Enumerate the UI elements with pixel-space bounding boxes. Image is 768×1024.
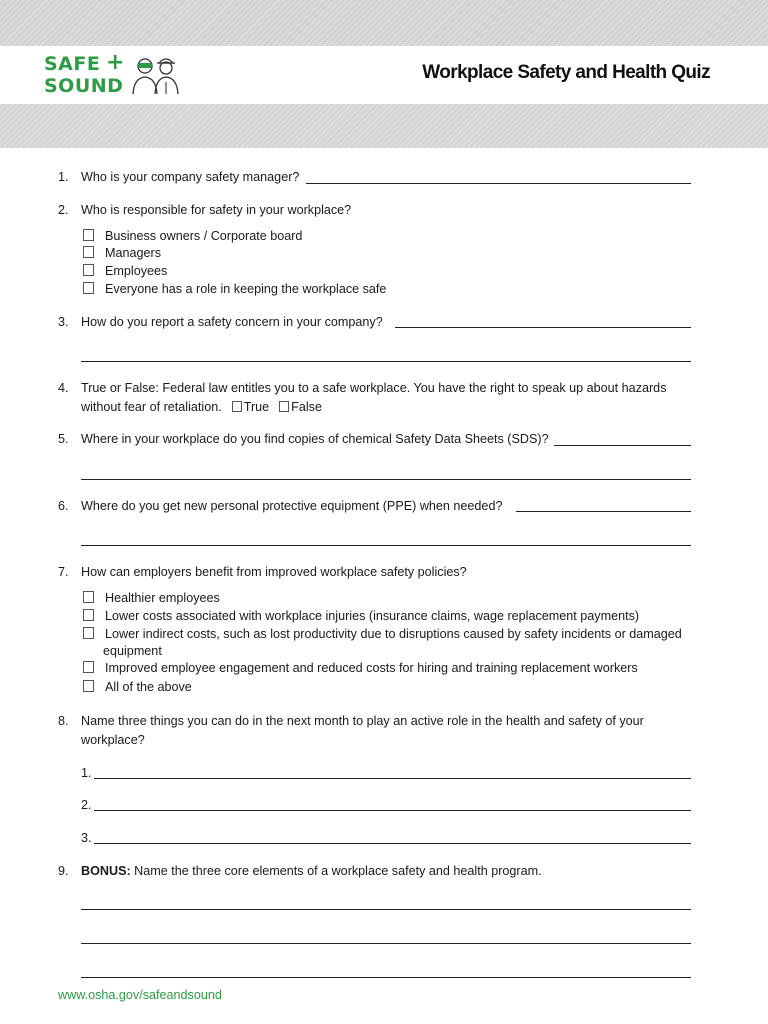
option-checkbox-item[interactable]: Employees <box>83 262 167 280</box>
workers-icon <box>130 54 182 98</box>
answer-line-1[interactable] <box>306 183 691 184</box>
safe-sound-logo <box>44 50 184 98</box>
question-number: 9. <box>58 864 69 878</box>
answer-line-6b[interactable] <box>81 545 691 546</box>
logo-word-safe: SAFE <box>44 53 101 75</box>
false-checkbox-icon[interactable] <box>279 401 289 412</box>
option-checkbox-item[interactable]: Lower costs associated with workplace injuries (insurance claims, wage replacement payments) <box>83 607 639 625</box>
answer-line-8-3[interactable] <box>94 843 691 844</box>
true-option-label: True <box>243 400 270 414</box>
bonus-label: BONUS: <box>81 864 131 878</box>
question-6-text: Where do you get new personal protective equipment (PPE) when needed? <box>81 499 503 513</box>
question-2-text: Who is responsible for safety in your workplace? <box>81 203 352 217</box>
question-4-line2: without fear of retaliation. True False <box>81 400 322 414</box>
question-9-text: BONUS: Name the three core elements of a workplace safety and health program. <box>81 864 542 878</box>
logo-plus: + <box>106 50 125 75</box>
option-checkbox-item[interactable]: Everyone has a role in keeping the workplace safe <box>83 280 386 298</box>
question-5-text: Where in your workplace do you find copies of chemical Safety Data Sheets (SDS)? <box>81 432 549 446</box>
answer-line-8-2[interactable] <box>94 810 691 811</box>
question-number: 3. <box>58 315 69 329</box>
option-checkbox-item[interactable]: All of the above <box>83 678 192 696</box>
checkbox-icon[interactable] <box>83 229 94 241</box>
answer-line-9b[interactable] <box>81 943 691 944</box>
question-1-text: Who is your company safety manager? <box>81 170 300 184</box>
sub-answer-number: 2. <box>81 798 92 812</box>
checkbox-icon[interactable] <box>83 680 94 692</box>
option-checkbox-item[interactable]: Business owners / Corporate board <box>83 227 302 245</box>
question-number: 1. <box>58 170 69 184</box>
question-4-text-line1: True or False: Federal law entitles you to a safe workplace. You have the right to speak up about hazards <box>81 381 667 395</box>
checkbox-icon[interactable] <box>83 282 94 294</box>
answer-line-9a[interactable] <box>81 909 691 910</box>
answer-line-5a[interactable] <box>554 445 691 446</box>
option-checkbox-item[interactable]: Managers <box>83 244 161 262</box>
question-8-text-line1: Name three things you can do in the next month to play an active role in the health and safety of your <box>81 714 644 728</box>
answer-line-3b[interactable] <box>81 361 691 362</box>
question-8-text-line2: workplace? <box>81 733 145 747</box>
true-checkbox-icon[interactable] <box>232 401 242 412</box>
question-3-text: How do you report a safety concern in your company? <box>81 315 383 329</box>
answer-line-3a[interactable] <box>395 327 691 328</box>
sub-answer-number: 1. <box>81 766 92 780</box>
question-number: 5. <box>58 432 69 446</box>
option-continuation: equipment <box>103 644 162 658</box>
option-checkbox-item[interactable]: Healthier employees <box>83 589 220 607</box>
answer-line-8-1[interactable] <box>94 778 691 779</box>
question-7-text: How can employers benefit from improved workplace safety policies? <box>81 565 467 579</box>
question-number: 4. <box>58 381 69 395</box>
header-pattern-bottom <box>0 104 768 148</box>
footer-url-link[interactable]: www.osha.gov/safeandsound <box>58 988 222 1002</box>
checkbox-icon[interactable] <box>83 264 94 276</box>
question-number: 6. <box>58 499 69 513</box>
sub-answer-number: 3. <box>81 831 92 845</box>
answer-line-9c[interactable] <box>81 977 691 978</box>
answer-line-5b[interactable] <box>81 479 691 480</box>
answer-line-6a[interactable] <box>516 511 691 512</box>
header-pattern-top <box>0 0 768 46</box>
question-number: 7. <box>58 565 69 579</box>
checkbox-icon[interactable] <box>83 627 94 639</box>
checkbox-icon[interactable] <box>83 246 94 258</box>
question-number: 2. <box>58 203 69 217</box>
checkbox-icon[interactable] <box>83 609 94 621</box>
false-option-label: False <box>291 400 322 414</box>
option-checkbox-item[interactable]: Lower indirect costs, such as lost productivity due to disruptions caused by safety incidents or damaged <box>83 625 682 643</box>
checkbox-icon[interactable] <box>83 661 94 673</box>
option-checkbox-item[interactable]: Improved employee engagement and reduced costs for hiring and training replacement workers <box>83 659 638 677</box>
question-number: 8. <box>58 714 69 728</box>
page-title: Workplace Safety and Health Quiz <box>422 62 710 83</box>
checkbox-icon[interactable] <box>83 591 94 603</box>
logo-word-sound: SOUND <box>44 75 124 97</box>
